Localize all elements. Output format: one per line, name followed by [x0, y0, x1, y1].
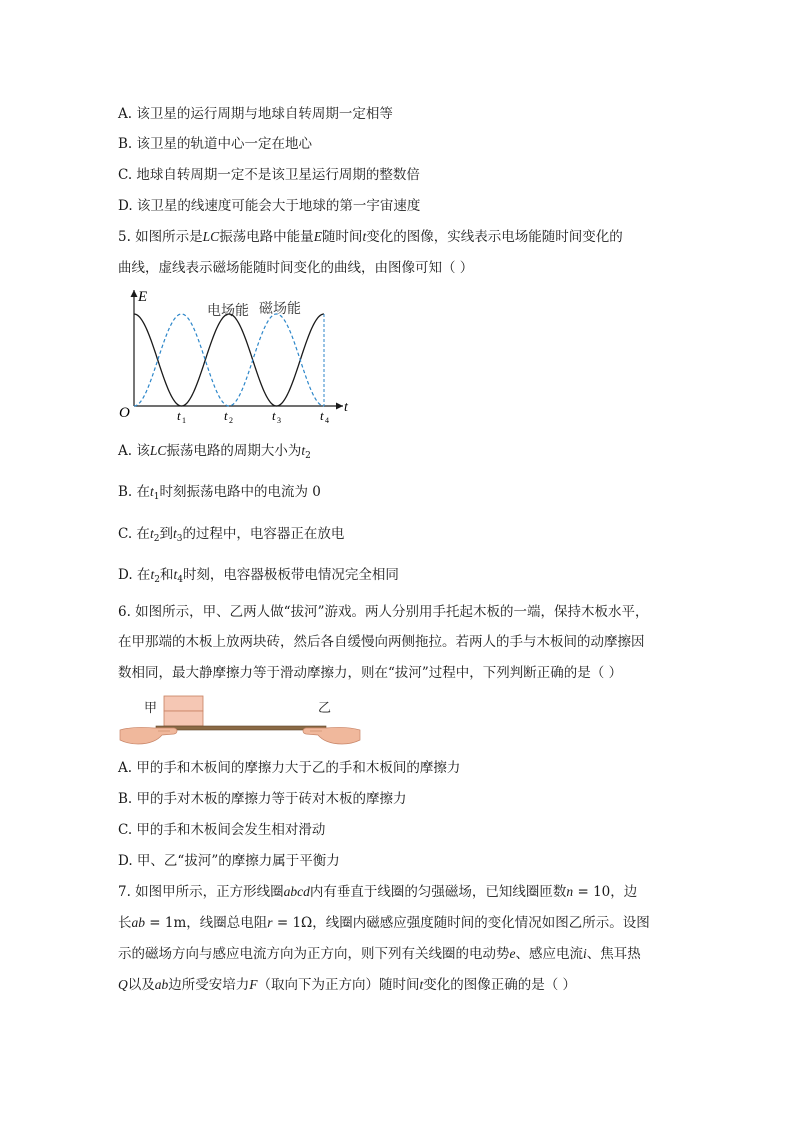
- electric-energy-label: 电场能: [207, 304, 249, 319]
- q5-option-b: B. 在$t_1$时刻振荡电路中的电流为 0: [118, 484, 321, 502]
- q4-option-d: D. 该卫星的线速度可能会大于地球的第一宇宙速度: [118, 198, 421, 214]
- tick-t3: [272, 408, 281, 424]
- tick-t1: [177, 408, 186, 424]
- brick-bottom: [164, 711, 203, 726]
- wooden-plank: [156, 726, 326, 730]
- origin-label: O: [119, 405, 130, 421]
- right-hand: [303, 727, 360, 744]
- q4-option-a: A. 该卫星的运行周期与地球自转周期一定相等: [118, 106, 393, 122]
- svg-text:t: t: [272, 408, 276, 423]
- svg-text:1: 1: [182, 416, 186, 424]
- q7-stem-line2: 长ab = 1m，线圈总电阻r = 1Ω，线圈内磁感应强度随时间的变化情况如图乙所示。设图: [118, 915, 650, 931]
- electric-energy-curve: [134, 314, 324, 406]
- y-axis-label: E: [138, 289, 148, 305]
- q5-option-a: A. 该LC振荡电路的周期大小为$t_2$: [118, 443, 311, 461]
- svg-text:t: t: [320, 408, 324, 423]
- q4-option-b: B. 该卫星的轨道中心一定在地心: [118, 136, 313, 152]
- svg-text:3: 3: [277, 416, 281, 424]
- brick-top: [164, 696, 203, 711]
- q6-option-c: C. 甲的手和木板间会发生相对滑动: [118, 822, 326, 838]
- svg-text:2: 2: [229, 416, 233, 424]
- magnetic-energy-curve: [134, 314, 324, 406]
- q6-stem-line3: 数相同，最大静摩擦力等于滑动摩擦力，则在“拔河”过程中，下列判断正确的是（ ）: [118, 665, 623, 681]
- left-hand: [120, 727, 177, 744]
- person-jia-label: 甲: [144, 700, 158, 715]
- q6-stem-line2: 在甲那端的木板上放两块砖，然后各自缓慢向两侧拖拉。若两人的手与木板间的动摩擦因: [118, 634, 645, 650]
- svg-text:t: t: [177, 408, 181, 423]
- q6-stem-line1: 6. 如图所示，甲、乙两人做“拔河”游戏。两人分别用手托起木板的一端，保持木板水平，: [118, 604, 649, 620]
- q5-stem-line2: 曲线，虚线表示磁场能随时间变化的曲线，由图像可知（ ）: [118, 260, 474, 276]
- tick-t4: [320, 408, 329, 424]
- svg-text:4: 4: [325, 416, 329, 424]
- q5-stem-line1: 5. 如图所示是LC振荡电路中能量E随时间t变化的图像，实线表示电场能随时间变化的: [118, 229, 623, 245]
- q7-stem-line4: Q以及ab边所受安培力F（取向下为正方向）随时间t变化的图像正确的是（ ）: [118, 977, 577, 993]
- x-axis-label: t: [344, 400, 348, 415]
- tick-t2: [224, 408, 233, 424]
- q7-stem-line3: 示的磁场方向与感应电流方向为正方向，则下列有关线圈的电动势e、感应电流i、焦耳热: [118, 946, 641, 962]
- q6-option-a: A. 甲的手和木板间的摩擦力大于乙的手和木板间的摩擦力: [118, 760, 461, 776]
- q5-energy-graph: [115, 284, 355, 424]
- q6-option-d: D. 甲、乙“拔河”的摩擦力属于平衡力: [118, 853, 340, 869]
- magnetic-energy-label: 磁场能: [259, 302, 301, 317]
- q5-option-d: D. 在$t_2$和$t_4$时刻，电容器极板带电情况完全相同: [118, 567, 399, 585]
- q5-option-c: C. 在$t_2$到$t_3$的过程中，电容器正在放电: [118, 526, 345, 544]
- q7-stem-line1: 7. 如图甲所示，正方形线圈abcd内有垂直于线圈的匀强磁场，已知线圈匝数n = 10，边: [118, 884, 638, 900]
- svg-text:t: t: [224, 408, 228, 423]
- q4-option-c: C. 地球自转周期一定不是该卫星运行周期的整数倍: [118, 167, 420, 183]
- q6-tug-of-war-figure: [118, 690, 363, 752]
- q6-option-b: B. 甲的手对木板的摩擦力等于砖对木板的摩擦力: [118, 791, 407, 807]
- person-yi-label: 乙: [318, 700, 332, 715]
